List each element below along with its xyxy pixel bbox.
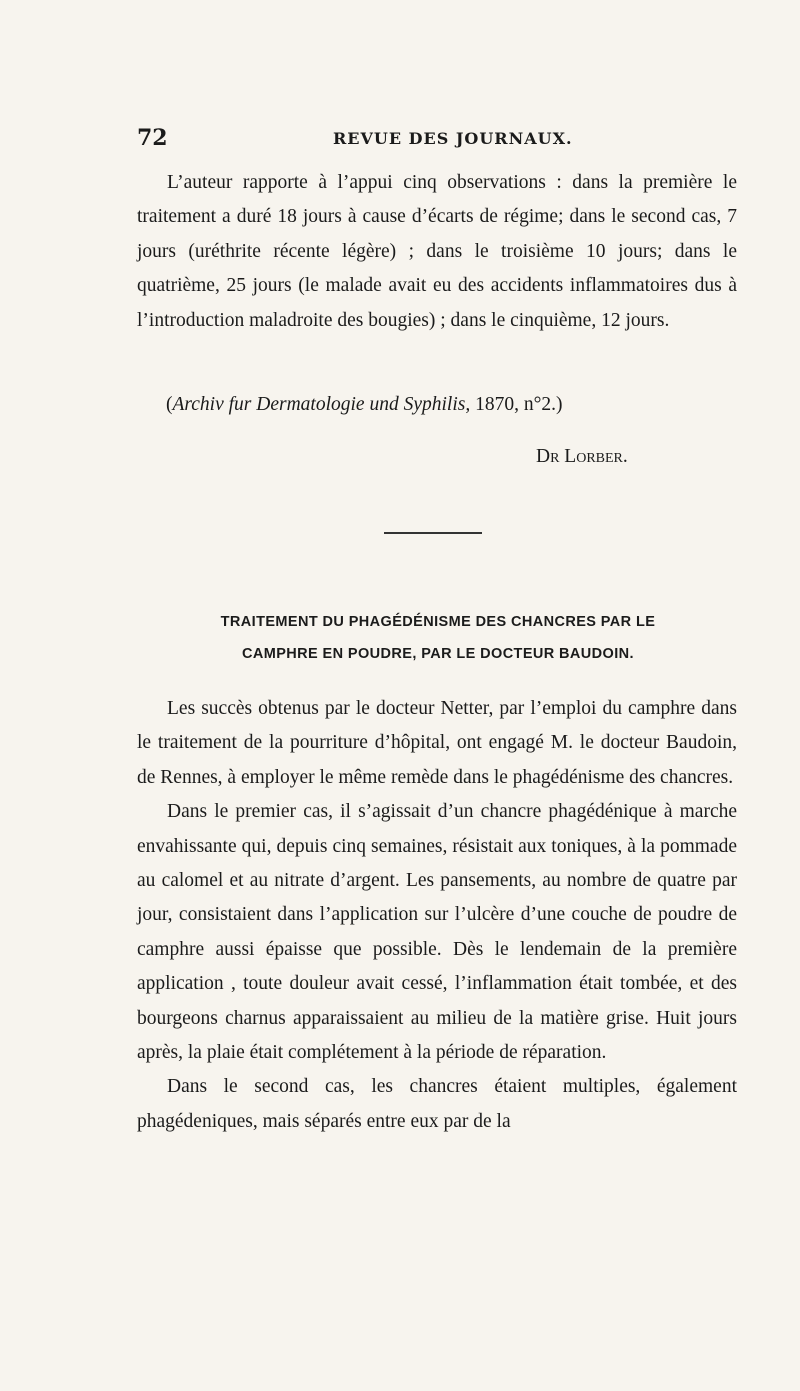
article2-paragraph-2: Dans le premier cas, il s’agissait d’un chancre phagédénique à marche envahissante qui, depuis cinq semaines, résistait aux toniques, à la pommade au calomel et au nitrate d’argent. Les pansements, au nombre de quatre par jour, consistaient dans l’application sur l’ulcère d’une couche de poudre de camphre aussi épaisse que possible. Dès le lendemain de la première application , toute douleur avait cessé, l’inflammation était tombée, et des bourgeons charnus apparaissaient au milieu de la matière grise. Huit jours après, la plaie était complétement à la période de réparation. [137,801,737,1064]
citation-journal: Archiv fur Dermatologie und Syphilis, [172,394,471,415]
running-head: REVUE DES JOURNAUX. [333,129,573,148]
page-header [137,125,737,155]
citation-issue: 1870, n°2.) [470,394,563,415]
citation-open: ( [166,394,173,415]
article1-body [137,166,737,338]
page-number: 72 [137,125,168,151]
article2-title [140,606,736,670]
article2-paragraph-1: Les succès obtenus par le docteur Netter, par l’emploi du camphre dans le traitement de la pourriture d’hôpital, ont engagé M. le docteur Baudoin, de Rennes, à employer le même remède dans le phagédénisme des chancres. [137,698,737,788]
article2-title-line1: TRAITEMENT DU PHAGÉDÉNISME DES CHANCRES PAR LE [220,614,656,630]
author-signature: Dr Lorber. [536,446,628,467]
article2-title-line2: CAMPHRE EN POUDRE, PAR LE DOCTEUR BAUDOIN. [242,646,634,662]
citation [166,394,563,416]
article2-paragraph-3: Dans le second cas, les chancres étaient multiples, également phagédeniques, mais séparés entre eux par de la [137,1076,737,1132]
article1-paragraph: L’auteur rapporte à l’appui cinq observations : dans la première le traitement a duré 18 jours à cause d’écarts de régime; dans le second cas, 7 jours (uréthrite récente légère) ; dans le troisième 10 jours; dans le quatrième, 25 jours (le malade avait eu des accidents inflammatoires dus à l’introduction maladroite des bougies) ; dans le cinquième, 12 jours. [137,172,737,331]
article2-body [137,692,737,1139]
section-divider [384,532,482,534]
